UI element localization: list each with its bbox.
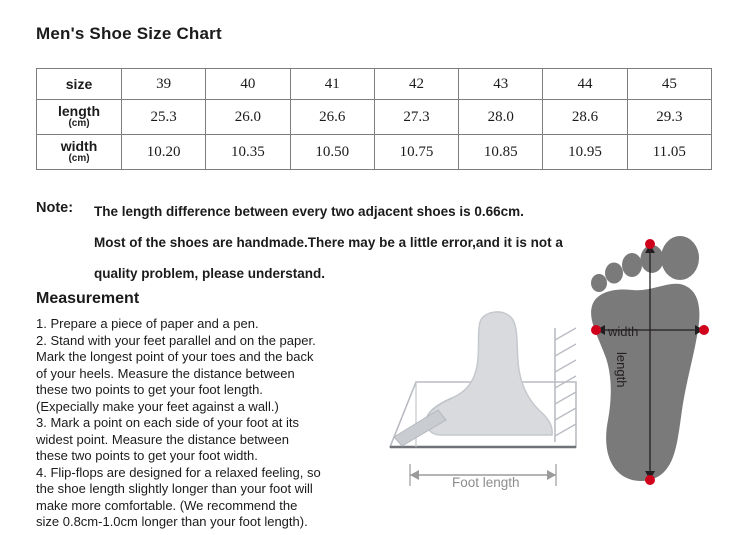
row-header-width-label: width bbox=[60, 138, 98, 155]
measurement-line: 3. Mark a point on each side of your foot at its bbox=[36, 415, 300, 430]
table-cell: 26.6 bbox=[290, 100, 374, 135]
note-line: quality problem, please understand. bbox=[94, 266, 326, 281]
measurement-line: these two points to get your foot width. bbox=[36, 448, 258, 463]
note-line: The length difference between every two adjacent shoes is 0.66cm. bbox=[94, 204, 524, 219]
row-header-length bbox=[37, 100, 122, 135]
dimension-arrow-left bbox=[410, 470, 419, 480]
measurement-line: these two points to get your foot length. bbox=[36, 382, 263, 397]
table-cell: 10.35 bbox=[206, 135, 290, 170]
row-header-width-unit: (cm) bbox=[68, 153, 90, 165]
table-cell: 10.85 bbox=[459, 135, 543, 170]
size-table bbox=[36, 68, 712, 170]
table-cell: 28.0 bbox=[459, 100, 543, 135]
row-header-size bbox=[37, 69, 122, 100]
length-label: length bbox=[614, 352, 629, 388]
toe-4 bbox=[605, 263, 623, 284]
row-header-length-unit: (cm) bbox=[68, 118, 90, 130]
table-cell: 41 bbox=[290, 69, 374, 100]
table-cell: 10.75 bbox=[374, 135, 458, 170]
table-cell: 10.20 bbox=[122, 135, 206, 170]
measurement-illustration bbox=[380, 232, 730, 522]
table-cell: 44 bbox=[543, 69, 627, 100]
table-cell: 43 bbox=[459, 69, 543, 100]
length-marker-bottom bbox=[645, 475, 655, 485]
length-marker-top bbox=[645, 239, 655, 249]
measurement-line: of your heels. Measure the distance between bbox=[36, 365, 295, 381]
table-cell: 11.05 bbox=[627, 135, 711, 170]
footprint-sole bbox=[591, 284, 699, 481]
page-title: Men's Shoe Size Chart bbox=[36, 24, 222, 43]
measurement-heading: Measurement bbox=[36, 290, 140, 307]
measurement-line: 2. Stand with your feet parallel and on the paper. bbox=[36, 332, 316, 348]
table-cell: 42 bbox=[374, 69, 458, 100]
width-label: width bbox=[608, 324, 639, 339]
top-view-group bbox=[591, 236, 709, 485]
table-cell: 25.3 bbox=[122, 100, 206, 135]
side-view-group bbox=[390, 312, 576, 486]
table-row-width bbox=[37, 135, 712, 170]
measurement-line: Mark the longest point of your toes and the back bbox=[36, 349, 314, 364]
dimension-arrow-right bbox=[547, 470, 556, 480]
table-row-size bbox=[37, 69, 712, 100]
table-cell: 40 bbox=[206, 69, 290, 100]
row-header-width bbox=[37, 135, 122, 170]
width-marker-left bbox=[591, 325, 601, 335]
table-cell: 29.3 bbox=[627, 100, 711, 135]
table-cell: 26.0 bbox=[206, 100, 290, 135]
table-cell: 45 bbox=[627, 69, 711, 100]
measurement-line: size 0.8cm-1.0cm longer than your foot length). bbox=[36, 514, 308, 529]
size-table-container bbox=[36, 68, 712, 170]
measurement-text bbox=[36, 316, 386, 531]
table-cell: 10.50 bbox=[290, 135, 374, 170]
big-toe bbox=[661, 236, 699, 280]
note-label: Note: bbox=[36, 200, 74, 216]
foot-measurement-diagram bbox=[380, 232, 730, 522]
foot-side-silhouette bbox=[426, 312, 552, 435]
measurement-line: 1. Prepare a piece of paper and a pen. bbox=[36, 316, 259, 331]
measurement-line: widest point. Measure the distance between bbox=[36, 431, 289, 447]
measurement-line: 4. Flip-flops are designed for a relaxed feeling, so bbox=[36, 464, 321, 480]
table-cell: 39 bbox=[122, 69, 206, 100]
measurement-line: the shoe length slightly longer than your foot will bbox=[36, 481, 313, 496]
width-marker-right bbox=[699, 325, 709, 335]
measurement-line: make more comfortable. (We recommend the bbox=[36, 497, 298, 513]
table-cell: 27.3 bbox=[374, 100, 458, 135]
row-header-length-label: length bbox=[58, 103, 100, 120]
foot-length-label: Foot length bbox=[452, 475, 520, 490]
toe-5 bbox=[591, 274, 607, 292]
note-line: Most of the shoes are handmade.There may be a little error,and it is not a bbox=[94, 235, 563, 250]
toe-3 bbox=[622, 253, 642, 277]
measurement-line: (Expecially make your feet against a wall.) bbox=[36, 398, 279, 414]
table-cell: 10.95 bbox=[543, 135, 627, 170]
table-cell: 28.6 bbox=[543, 100, 627, 135]
table-row-length bbox=[37, 100, 712, 135]
row-header-size-label: size bbox=[65, 75, 93, 92]
